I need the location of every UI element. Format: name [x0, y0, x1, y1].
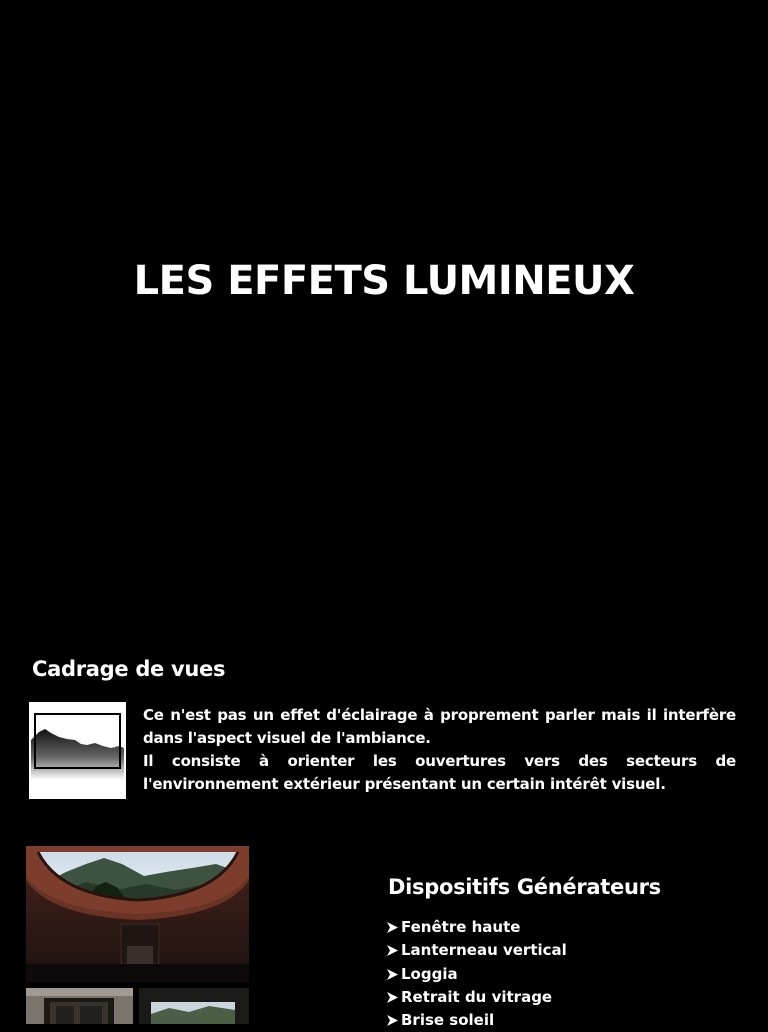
- description-paragraph: Ce n'est pas un effet d'éclairage à proprement parler mais il interfère dans l'aspect visuel de l'ambiance.: [143, 706, 736, 747]
- page-title: LES EFFETS LUMINEUX: [133, 258, 635, 304]
- list-item: [386, 916, 567, 939]
- arrow-bullet-icon: [386, 944, 399, 957]
- arrow-bullet-icon: [386, 1014, 399, 1027]
- list-item-label: Brise soleil: [401, 1011, 495, 1030]
- landscape-window-photo: [139, 988, 249, 1024]
- devices-list: [386, 916, 567, 1032]
- list-item-label: Loggia: [401, 964, 458, 983]
- arched-window-view-photo: [26, 846, 249, 982]
- list-item-label: Lanterneau vertical: [401, 941, 567, 960]
- doorway-photo: [26, 988, 133, 1024]
- list-item: [386, 986, 567, 1009]
- landscape-frame-icon: [29, 702, 126, 799]
- list-item-label: Fenêtre haute: [401, 918, 521, 936]
- list-item: [386, 963, 567, 986]
- arrow-bullet-icon: [386, 991, 399, 1004]
- list-item-label: Retrait du vitrage: [401, 987, 553, 1006]
- list-item: [386, 939, 567, 962]
- arrow-bullet-icon: [386, 921, 399, 934]
- list-item: [386, 1009, 567, 1032]
- section-heading: Cadrage de vues: [32, 657, 226, 681]
- description-paragraph: Il consiste à orienter les ouvertures vers des secteurs de l'environnement extérieur présentant un certain intérêt visuel.: [143, 752, 736, 793]
- devices-heading: Dispositifs Générateurs: [388, 875, 661, 899]
- section-description: [143, 704, 736, 796]
- arrow-bullet-icon: [386, 968, 399, 981]
